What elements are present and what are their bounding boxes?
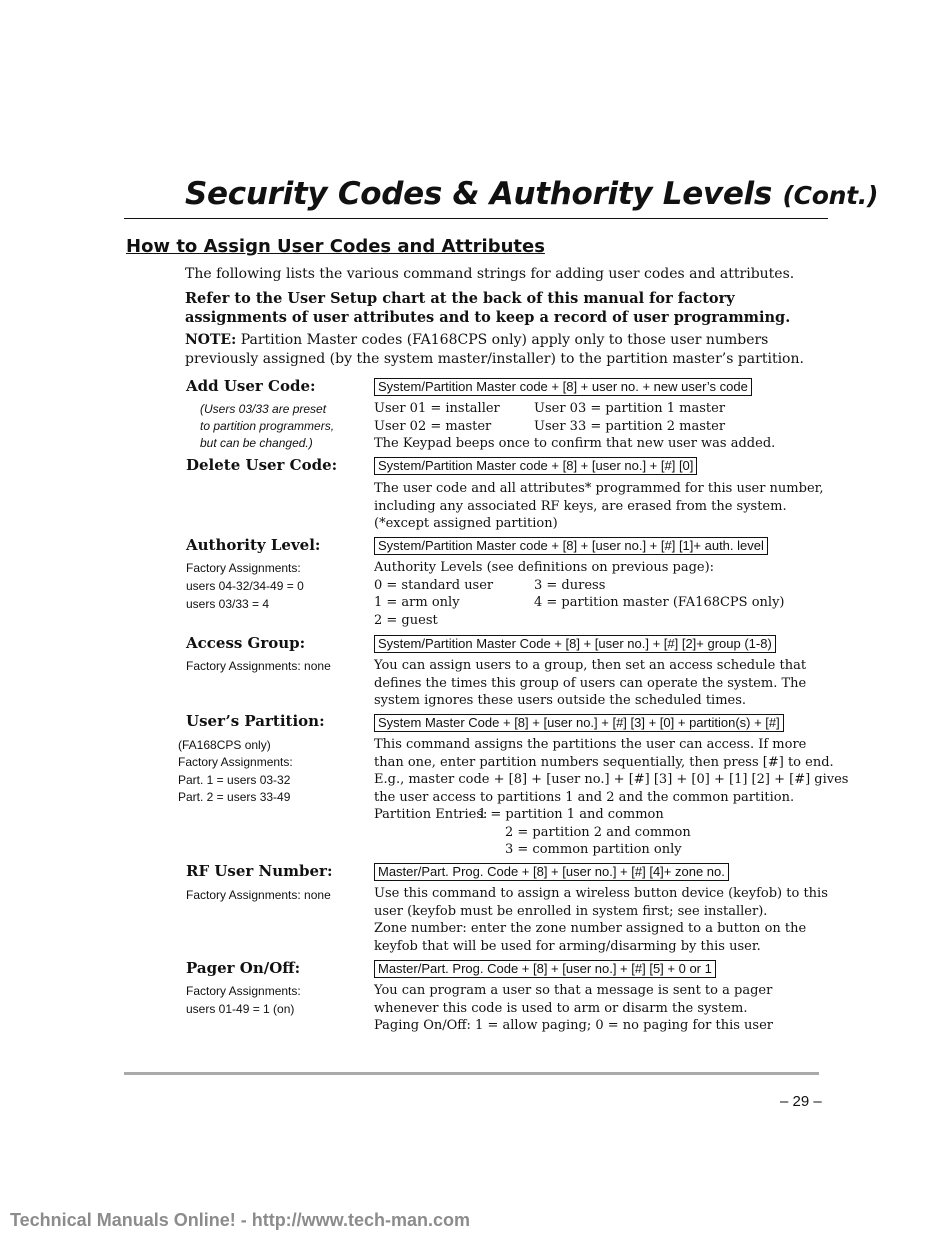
add-user-note: but can be changed.) bbox=[200, 436, 313, 450]
authority-note: users 03/33 = 4 bbox=[186, 597, 270, 611]
authority-note: users 04-32/34-49 = 0 bbox=[186, 579, 304, 593]
desc-cell: 0 = standard user bbox=[374, 577, 494, 593]
add-user-command: System/Partition Master code + [8] + user no. + new user’s code bbox=[374, 378, 752, 396]
partition-note: Factory Assignments: bbox=[178, 755, 293, 769]
desc-cell: User 33 = partition 2 master bbox=[534, 418, 726, 434]
rf-user-label: RF User Number: bbox=[186, 862, 333, 880]
desc-line: keyfob that will be used for arming/disarming by this user. bbox=[374, 938, 761, 954]
desc-row bbox=[374, 400, 844, 418]
note-label: NOTE: bbox=[185, 332, 237, 348]
footer-watermark: Technical Manuals Online! - http://www.tech-man.com bbox=[10, 1210, 471, 1230]
pager-desc bbox=[374, 982, 844, 1035]
desc-line: Use this command to assign a wireless button device (keyfob) to this bbox=[374, 886, 828, 901]
desc-cell: 2 = guest bbox=[374, 612, 438, 628]
desc-line: the user access to partitions 1 and 2 and the common partition. bbox=[374, 789, 795, 805]
page-title bbox=[185, 176, 879, 212]
desc-cell: User 01 = installer bbox=[374, 401, 500, 416]
access-group-desc bbox=[374, 657, 844, 710]
delete-user-desc bbox=[374, 480, 844, 533]
desc-line: E.g., master code + [8] + [user no.] + [#] [3] + [0] + [1] [2] + [#] gives bbox=[374, 772, 849, 787]
title-suffix: (Cont.) bbox=[782, 181, 879, 210]
desc-line: Authority Levels (see definitions on previous page): bbox=[374, 560, 715, 575]
pager-note: users 01-49 = 1 (on) bbox=[186, 1002, 295, 1016]
entries-label: Partition Entries: bbox=[374, 807, 488, 822]
desc-line: The Keypad beeps once to confirm that new user was added. bbox=[374, 436, 776, 451]
desc-line: (*except assigned partition) bbox=[374, 516, 558, 531]
authority-command: System/Partition Master code + [8] + [user no.] + [#] [1]+ auth. level bbox=[374, 537, 768, 555]
desc-cell: User 02 = master bbox=[374, 418, 492, 434]
desc-line: You can program a user so that a message is sent to a pager bbox=[374, 983, 773, 998]
desc-line: Zone number: enter the zone number assigned to a button on the bbox=[374, 921, 807, 936]
pager-command: Master/Part. Prog. Code + [8] + [user no.] + [#] [5] + 0 or 1 bbox=[374, 960, 716, 978]
authority-note: Factory Assignments: bbox=[186, 561, 301, 575]
rf-user-desc bbox=[374, 885, 844, 955]
pager-label: Pager On/Off: bbox=[186, 959, 301, 977]
desc-row bbox=[374, 806, 844, 824]
page-number: – 29 – bbox=[780, 1093, 822, 1110]
partition-note: Part. 2 = users 33-49 bbox=[178, 790, 291, 804]
entry: 1 = partition 1 and common bbox=[478, 807, 664, 822]
title-rule bbox=[124, 218, 828, 219]
rf-user-note: Factory Assignments: none bbox=[186, 888, 331, 902]
rf-user-command: Master/Part. Prog. Code + [8] + [user no.] + [#] [4]+ zone no. bbox=[374, 863, 729, 881]
add-user-desc bbox=[374, 400, 844, 453]
desc-line: Paging On/Off: 1 = allow paging; 0 = no paging for this user bbox=[374, 1018, 774, 1033]
authority-label: Authority Level: bbox=[186, 536, 321, 554]
delete-user-command: System/Partition Master code + [8] + [user no.] + [#] [0] bbox=[374, 457, 697, 475]
add-user-note: to partition programmers, bbox=[200, 419, 335, 433]
partition-command: System Master Code + [8] + [user no.] + [#] [3] + [0] + partition(s) + [#] bbox=[374, 714, 784, 732]
desc-cell: User 03 = partition 1 master bbox=[534, 401, 726, 416]
section-heading: How to Assign User Codes and Attributes bbox=[126, 236, 545, 257]
intro-line: The following lists the various command strings for adding user codes and attributes. bbox=[185, 266, 795, 282]
desc-line: user (keyfob must be enrolled in system first; see installer). bbox=[374, 903, 768, 919]
title-main: Security Codes & Authority Levels bbox=[185, 176, 773, 212]
desc-line: system ignores these users outside the scheduled times. bbox=[374, 693, 747, 708]
desc-row bbox=[374, 612, 844, 630]
desc-row bbox=[374, 577, 844, 595]
intro-note-line-2: previously assigned (by the system master/installer) to the partition master’s partition. bbox=[185, 351, 804, 367]
intro-note-line-1 bbox=[185, 331, 845, 350]
desc-row bbox=[374, 418, 844, 436]
desc-line: This command assigns the partitions the user can access. If more bbox=[374, 737, 807, 752]
desc-line: The user code and all attributes* programmed for this user number, bbox=[374, 481, 824, 496]
access-group-note: Factory Assignments: none bbox=[186, 659, 331, 673]
add-user-label: Add User Code: bbox=[186, 377, 316, 395]
desc-line: including any associated RF keys, are erased from the system. bbox=[374, 498, 787, 514]
desc-cell: 1 = arm only bbox=[374, 595, 460, 610]
note-text: Partition Master codes (FA168CPS only) apply only to those user numbers bbox=[236, 332, 769, 348]
delete-user-label: Delete User Code: bbox=[186, 456, 338, 474]
access-group-label: Access Group: bbox=[186, 634, 306, 652]
partition-desc bbox=[374, 736, 849, 859]
desc-cell: 4 = partition master (FA168CPS only) bbox=[534, 595, 785, 610]
authority-desc bbox=[374, 559, 844, 629]
desc-line: defines the times this group of users can operate the system. The bbox=[374, 675, 807, 691]
entry: 3 = common partition only bbox=[505, 842, 682, 857]
desc-cell: 3 = duress bbox=[534, 577, 606, 593]
partition-note: (FA168CPS only) bbox=[178, 738, 271, 752]
desc-line: You can assign users to a group, then set an access schedule that bbox=[374, 658, 807, 673]
access-group-command: System/Partition Master Code + [8] + [user no.] + [#] [2]+ group (1-8) bbox=[374, 635, 776, 653]
partition-note: Part. 1 = users 03-32 bbox=[178, 773, 291, 787]
add-user-note: (Users 03/33 are preset bbox=[200, 402, 327, 416]
bottom-rule bbox=[124, 1072, 819, 1075]
desc-row bbox=[374, 594, 844, 612]
entry: 2 = partition 2 and common bbox=[505, 824, 691, 840]
desc-line: than one, enter partition numbers sequentially, then press [#] to end. bbox=[374, 754, 834, 770]
intro-bold-line-2: assignments of user attributes and to keep a record of user programming. bbox=[185, 309, 791, 326]
partition-label: User’s Partition: bbox=[186, 712, 325, 730]
pager-note: Factory Assignments: bbox=[186, 984, 301, 998]
intro-bold-line-1: Refer to the User Setup chart at the back of this manual for factory bbox=[185, 290, 735, 307]
desc-line: whenever this code is used to arm or disarm the system. bbox=[374, 1000, 748, 1016]
